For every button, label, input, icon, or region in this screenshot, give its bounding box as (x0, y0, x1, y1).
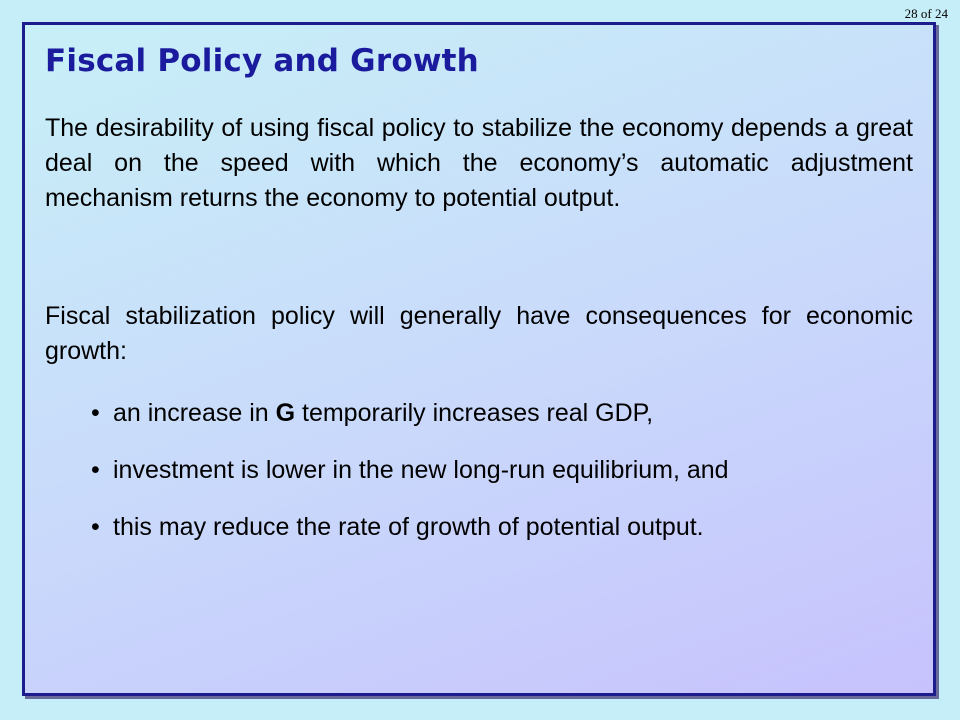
bullet-marker: • (91, 513, 100, 541)
bullet-text-before: an increase in (113, 399, 276, 427)
bullet-marker: • (91, 456, 100, 484)
bullet-marker: • (91, 399, 100, 427)
bullet-item-increase-in-g (91, 396, 729, 431)
bullet-text: this may reduce the rate of growth of potential output. (113, 513, 704, 541)
paragraph-consequences: Fiscal stabilization policy will generally have consequences for economic growth: (45, 302, 913, 365)
paragraph-desirability: The desirability of using fiscal policy to stabilize the economy depends a great deal on the speed with which the economy’s automatic adjustment mechanism returns the economy to potential output. (45, 114, 913, 212)
bullet-item-reduce-growth (91, 510, 729, 545)
page-number: 28 of 24 (904, 6, 948, 21)
bullet-text-after: temporarily increases real GDP, (295, 399, 654, 427)
bullet-item-investment-lower (91, 453, 729, 488)
bullet-text: investment is lower in the new long-run equilibrium, and (113, 456, 729, 484)
slide-title: Fiscal Policy and Growth (45, 43, 479, 79)
government-spending-variable: G (275, 399, 296, 427)
bullet-list (91, 396, 729, 567)
slide-frame (22, 22, 936, 696)
